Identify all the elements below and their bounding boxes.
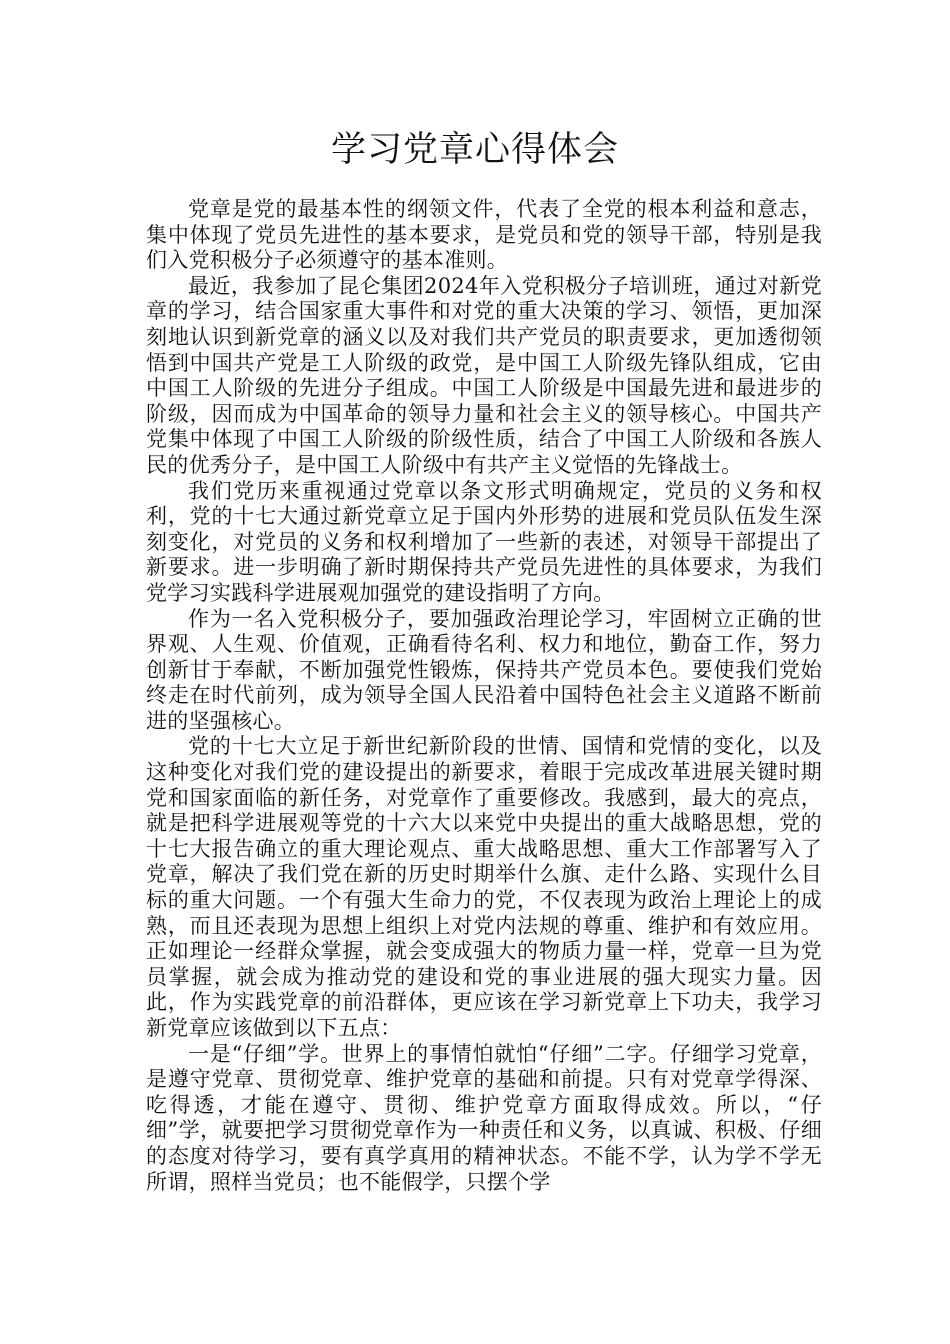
- paragraph: 党章是党的最基本性的纲领文件，代表了全党的根本利益和意志，集中体现了党员先进性的基本要求，是党员和党的领导干部，特别是我们入党积极分子必须遵守的基本准则。: [146, 197, 822, 273]
- document-title: 学习党章心得体会: [330, 130, 619, 170]
- paragraph: 一是“仔细”学。世界上的事情怕就怕“仔细”二字。仔细学习党章，是遵守党章、贯彻党章、维护党章的基础和前提。只有对党章学得深、吃得透，才能在遵守、贯彻、维护党章方面取得成效。所以，“仔细”学，就要把学习贯彻党章作为一种责任和义务，以真诚、积极、仔细的态度对待学习，要有真学真用的精神状态。不能不学，认为学不学无所谓，照样当党员；也不能假学，只摆个学: [146, 1041, 822, 1194]
- paragraph: 党的十七大立足于新世纪新阶段的世情、国情和党情的变化，以及这种变化对我们党的建设提出的新要求，着眼于完成改革进展关键时期党和国家面临的新任务，对党章作了重要修改。我感到，最大的亮点，就是把科学进展观等党的十六大以来党中央提出的重大战略思想，党的十七大报告确立的重大理论观点、重大战略思想、重大工作部署写入了党章，解决了我们党在新的历史时期举什么旗、走什么路、实现什么目标的重大问题。一个有强大生命力的党，不仅表现为政治上理论上的成熟，而且还表现为思想上组织上对党内法规的尊重、维护和有效应用。正如理论一经群众掌握，就会变成强大的物质力量一样，党章一旦为党员掌握，就会成为推动党的建设和党的事业进展的强大现实力量。因此，作为实践党章的前沿群体，更应该在学习新党章上下功夫，我学习新党章应该做到以下五点：: [146, 734, 822, 1040]
- paragraph: 我们党历来重视通过党章以条文形式明确规定，党员的义务和权利，党的十七大通过新党章立足于国内外形势的进展和党员队伍发生深刻变化，对党员的义务和权利增加了一些新的表述，对领导干部提出了新要求。进一步明确了新时期保持共产党员先进性的具体要求，为我们党学习实践科学进展观加强党的建设指明了方向。: [146, 478, 822, 605]
- document-body: [146, 197, 822, 1195]
- paragraph: 最近，我参加了昆仑集团2024年入党积极分子培训班，通过对新党章的学习，结合国家重大事件和对党的重大决策的学习、领悟，更加深刻地认识到新党章的涵义以及对我们共产党员的职责要求，更加透彻领悟到中国共产党是工人阶级的政党，是中国工人阶级先锋队组成，它由中国工人阶级的先进分子组成。中国工人阶级是中国最先进和最进步的阶级，因而成为中国革命的领导力量和社会主义的领导核心。中国共产党集中体现了中国工人阶级的阶级性质，结合了中国工人阶级和各族人民的优秀分子，是中国工人阶级中有共产主义觉悟的先锋战士。: [146, 273, 822, 477]
- paragraph: 作为一名入党积极分子，要加强政治理论学习，牢固树立正确的世界观、人生观、价值观，正确看待名利、权力和地位，勤奋工作，努力创新甘于奉献，不断加强党性锻炼，保持共产党员本色。要使我们党始终走在时代前列，成为领导全国人民沿着中国特色社会主义道路不断前进的坚强核心。: [146, 606, 822, 733]
